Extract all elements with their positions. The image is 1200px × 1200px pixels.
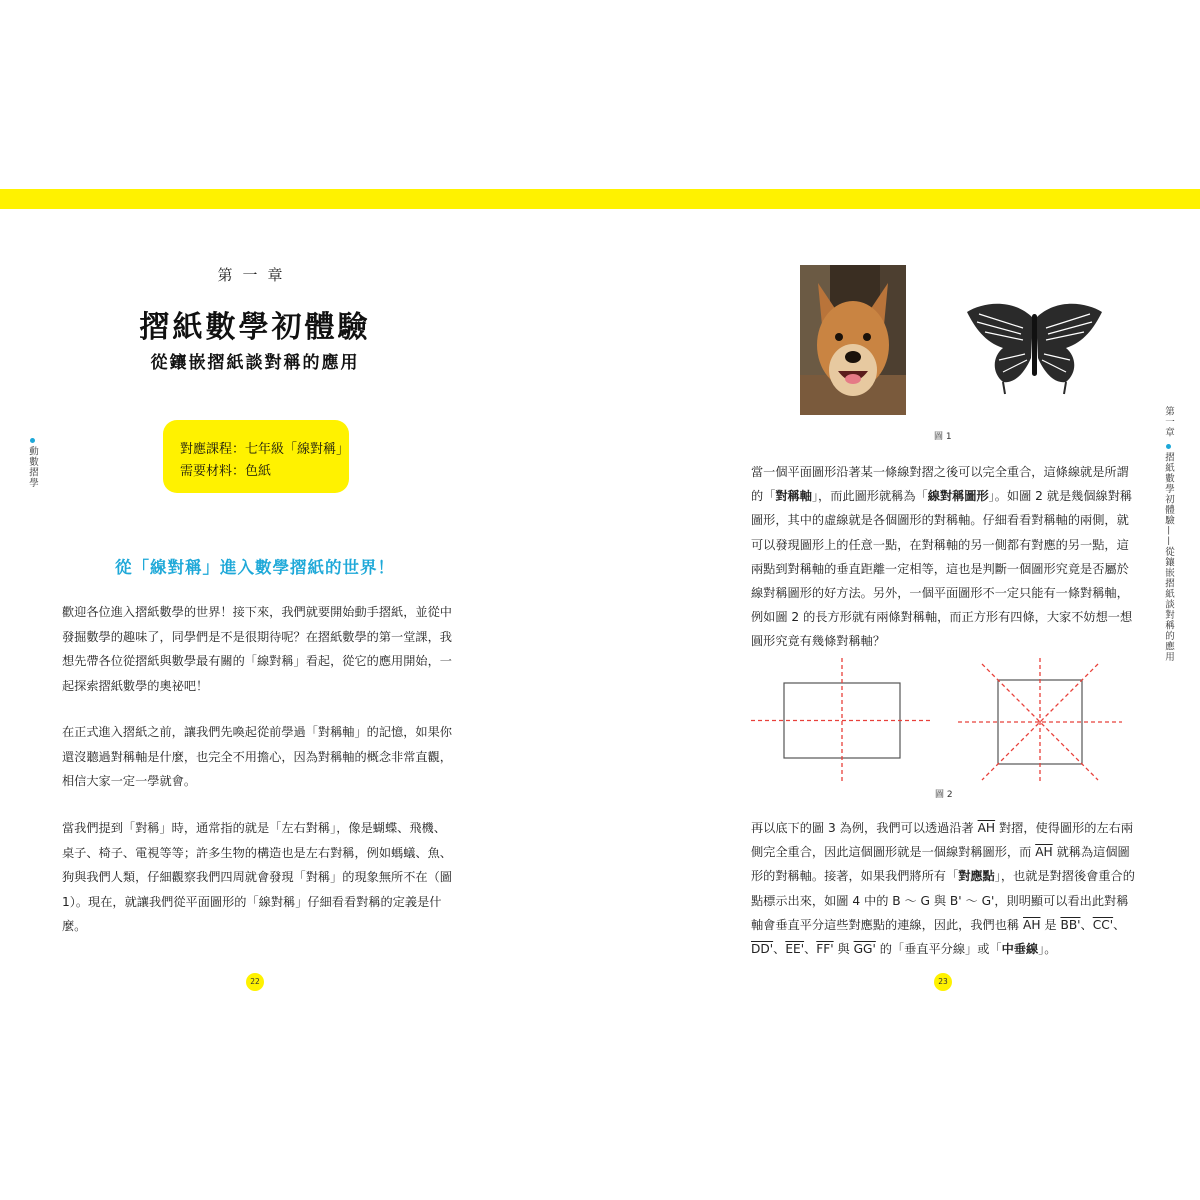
course-line: 對應課程：七年級「線對稱」	[180, 442, 350, 457]
text-run: 再以底下的圖 3 為例，我們可以透過沿著	[751, 821, 978, 835]
text-run: 是	[1040, 917, 1061, 932]
segment-ee: EE'	[785, 942, 805, 957]
figure-2-caption: 圖 2	[935, 790, 953, 800]
text-run: 對摺，使得圖形的左右兩側完全重合，因此這個圖形就是一個線對稱圖形，而	[751, 821, 1134, 860]
left-running-head	[24, 436, 40, 492]
separator: 、	[804, 942, 817, 957]
right-running-head	[1160, 406, 1176, 666]
text-run: 」。	[1038, 942, 1057, 957]
text-run: 」，也就是對摺後會重合的點標示出來，如圖 4 中的 B ～ G 與 B' ～ G'，則明顯可以看出此對稱軸會垂直平分這些對應點的連線，因此，我們也稱	[751, 869, 1135, 932]
text-run: 的「垂直平分線」或「	[875, 942, 1002, 957]
course-info-box	[163, 420, 349, 493]
segment-ah: $\overline{AH}$	[1035, 845, 1053, 860]
figure-2-diagram	[750, 656, 1140, 782]
chapter-subtitle: 從鑲嵌摺紙談對稱的應用	[150, 353, 360, 373]
segment-cc: CC'	[1092, 917, 1114, 932]
figure-1-caption: 圖 1	[934, 432, 952, 442]
butterfly-illustration	[963, 298, 1106, 395]
page-number-right: 23	[934, 973, 952, 991]
segment-ah: $\overline{AH}$	[1023, 917, 1041, 932]
segment-bb: BB'	[1060, 917, 1081, 932]
definition-paragraph	[751, 460, 1140, 654]
text-run: 」，而此圖形就稱為「	[811, 489, 928, 504]
chapter-title: 摺紙數學初體驗	[139, 310, 371, 345]
text-run: 」。如圖 2 就是幾個線對稱圖形，其中的虛線就是各個圖形的對稱軸。仔細看看對稱軸的兩側，就可以發現圖形上的任意一點，在對稱軸的另一側都有對應的另一點，這兩點到對稱軸的垂直距離一定相等，這也是判斷一個圖形究竟是否屬於線對稱圖形的好方法。另外，一個平面圖形不一定只能有一條對稱軸，例如圖 2 的長方形就有兩條對稱軸，而正方形有四條，大家不妨想一想圓形究竟有幾條對稱軸？	[751, 489, 1133, 649]
text-run: 與	[833, 942, 854, 957]
chapter-label: 第一章	[217, 266, 293, 284]
right-running-head-chapter: 第一章	[1163, 406, 1174, 438]
segment-ah: $\overline{AH}$	[977, 821, 996, 835]
materials-line: 需要材料：色紙	[180, 464, 272, 479]
separator: 、	[773, 942, 786, 957]
keyword-line-symmetric-figure: 線對稱圖形	[927, 489, 989, 504]
segment-ff: FF'	[816, 942, 834, 957]
keyword-symmetry-axis: 對稱軸	[775, 489, 812, 504]
text-run: 就稱為這個圖形的對稱軸。接著，如果我們將所有「	[751, 845, 1130, 884]
segment-dd: DD'	[751, 942, 774, 957]
text-run: 當一個平面圖形沿著某一條線對摺之後可以完全重合，這條線就是所謂的「	[751, 465, 1129, 504]
dog-photo	[800, 265, 906, 415]
rectangle-figure	[751, 658, 931, 782]
segment-gg: GG'	[853, 942, 876, 957]
section-heading: 從「線對稱」進入數學摺紙的世界！	[115, 558, 395, 577]
right-running-head-title: 摺紙數學初體驗——從鑲嵌摺紙談對稱的應用	[1163, 451, 1174, 662]
left-running-head-text: 動數摺學	[27, 446, 38, 488]
separator: 、	[1080, 917, 1093, 932]
keyword-corresponding-points: 對應點	[958, 869, 995, 884]
page-number-left: 22	[246, 973, 264, 991]
running-head-dot	[1166, 444, 1171, 449]
separator: 、	[1113, 917, 1126, 932]
symmetry-paragraph: 當我們提到「對稱」時，通常指的就是「左右對稱」，像是蝴蝶、飛機、桌子、椅子、電視等等；許多生物的構造也是左右對稱，例如螞蟻、魚、狗與我們人類，仔細觀察我們四周就會發現「對稱」的現象無所不在（圖 1）。現在，就讓我們從平面圖形的「線對稱」仔細看看對稱的定義是什麼。	[62, 821, 452, 933]
intro-paragraph: 歡迎各位進入摺紙數學的世界！接下來，我們就要開始動手摺紙，並從中發掘數學的趣味了，同學們是不是很期待呢？在摺紙數學的第一堂課，我想先帶各位從摺紙與數學最有關的「線對稱」看起，從它的應用開始，一起探索摺紙數學的奧祕吧！	[62, 605, 452, 693]
square-figure	[958, 658, 1122, 782]
axis-paragraph: 在正式進入摺紙之前，讓我們先喚起從前學過「對稱軸」的記憶，如果你還沒聽過對稱軸是什麼，也完全不用擔心，因為對稱軸的概念非常直觀，相信大家一定一學就會。	[62, 725, 452, 788]
example-paragraph	[751, 816, 1140, 961]
keyword-perpendicular-bisector: 中垂線	[1001, 942, 1039, 957]
top-yellow-band	[0, 189, 1200, 209]
running-head-dot	[30, 438, 35, 443]
